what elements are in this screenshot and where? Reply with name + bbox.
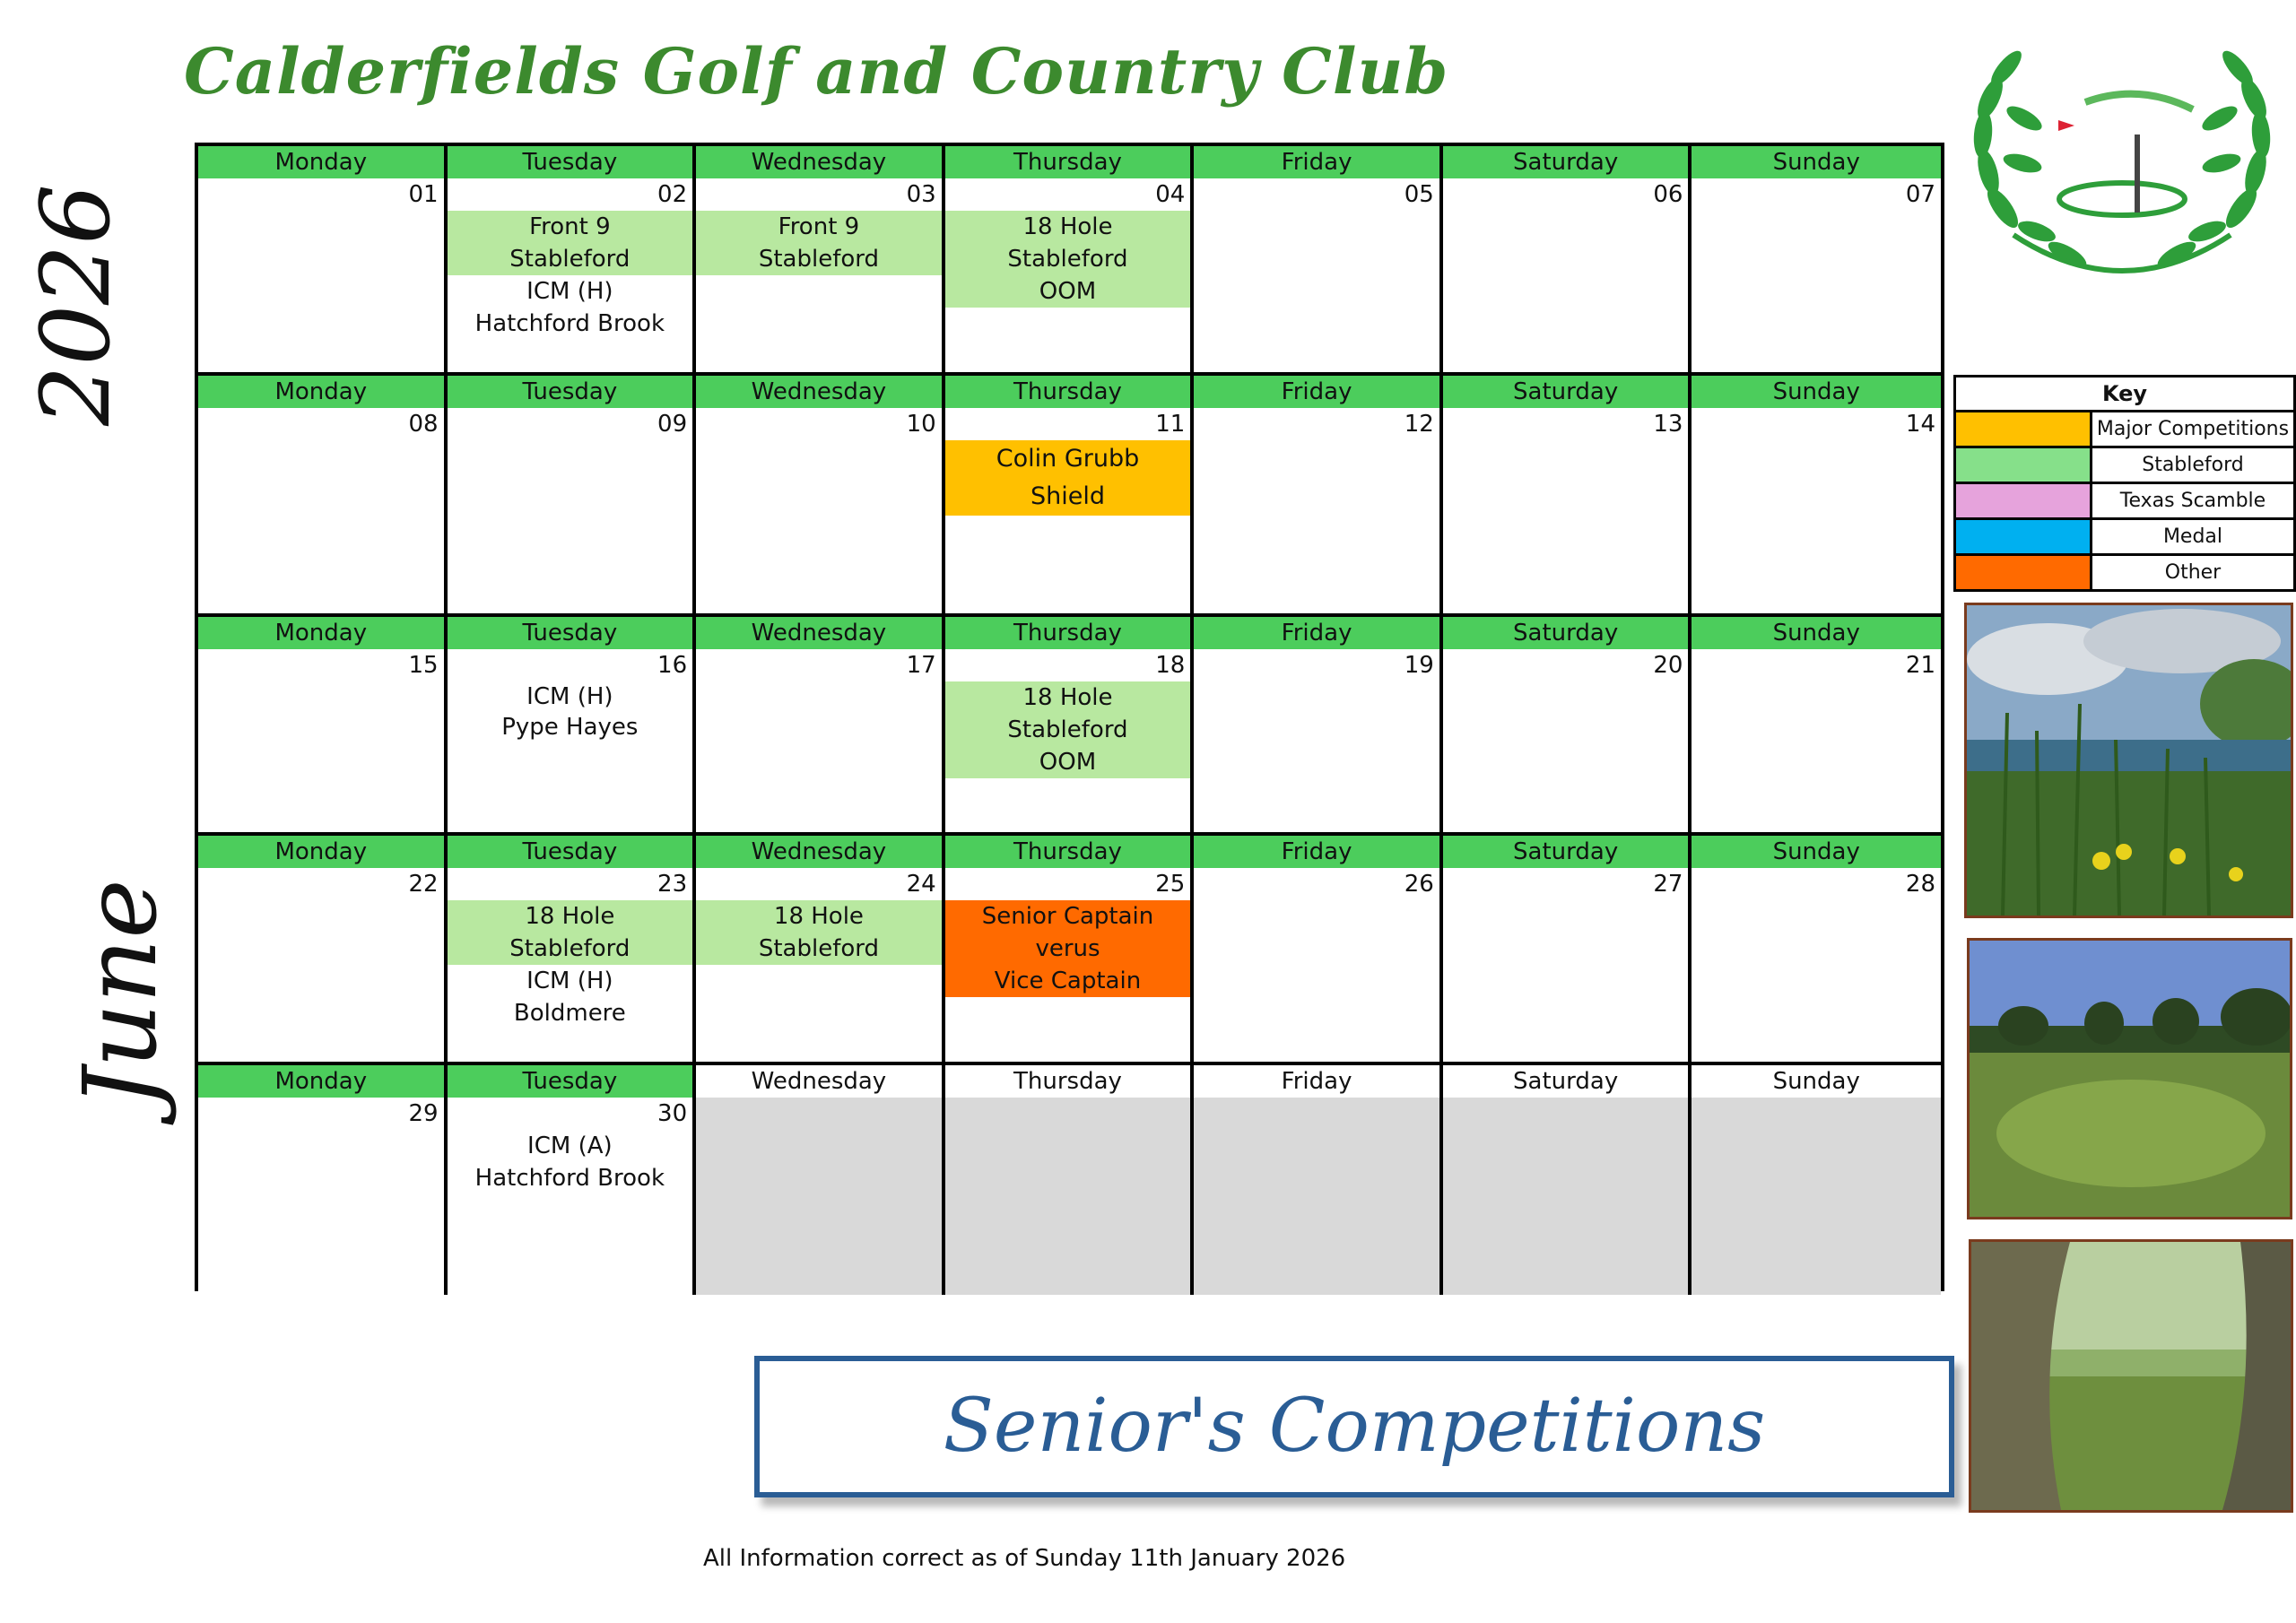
event-plain: ICM (A) Hatchford Brook bbox=[474, 1133, 665, 1192]
day-cell bbox=[1443, 617, 1692, 836]
date-number: 16 bbox=[657, 652, 688, 679]
legend-key bbox=[1953, 375, 2296, 592]
day-cell bbox=[1692, 146, 1941, 376]
day-body bbox=[198, 649, 444, 832]
event-list bbox=[945, 211, 1191, 308]
day-body bbox=[198, 1098, 444, 1295]
weekday-header: Monday bbox=[198, 1065, 444, 1098]
day-body bbox=[448, 1098, 693, 1295]
day-body bbox=[198, 178, 444, 372]
event-plain: ICM (H) Pype Hayes bbox=[501, 683, 639, 741]
event-stableford: 18 Hole Stableford OOM bbox=[945, 211, 1191, 308]
year-label: 2026 bbox=[21, 184, 131, 426]
event-list bbox=[448, 681, 693, 742]
day-cell bbox=[1443, 1065, 1692, 1295]
day-cell bbox=[696, 836, 945, 1065]
weekday-header: Sunday bbox=[1692, 376, 1941, 408]
event-list bbox=[448, 211, 693, 340]
day-body bbox=[696, 1098, 942, 1295]
day-cell bbox=[448, 146, 697, 376]
event-list bbox=[696, 211, 942, 275]
event-list bbox=[448, 900, 693, 1029]
date-number: 10 bbox=[906, 411, 936, 438]
event-list bbox=[696, 900, 942, 965]
key-label: Texas Scamble bbox=[2092, 483, 2295, 519]
date-number: 29 bbox=[408, 1100, 439, 1127]
key-swatch-major bbox=[1955, 412, 2092, 447]
photo-fairway bbox=[1967, 938, 2292, 1219]
weekday-header: Sunday bbox=[1692, 617, 1941, 649]
day-cell bbox=[1692, 836, 1941, 1065]
event-stableford: Front 9 Stableford bbox=[448, 211, 693, 275]
weekday-header: Thursday bbox=[945, 617, 1191, 649]
day-cell bbox=[448, 617, 697, 836]
day-cell bbox=[1194, 146, 1443, 376]
day-body bbox=[198, 868, 444, 1062]
day-body bbox=[1194, 408, 1439, 613]
event-other: Senior Captain verus Vice Captain bbox=[945, 900, 1191, 997]
day-body bbox=[1194, 1098, 1439, 1295]
date-number: 03 bbox=[906, 181, 936, 208]
day-cell bbox=[696, 617, 945, 836]
day-cell bbox=[1194, 376, 1443, 617]
date-number: 26 bbox=[1404, 871, 1434, 898]
day-cell bbox=[1443, 146, 1692, 376]
day-cell bbox=[1692, 1065, 1941, 1295]
day-body bbox=[1443, 408, 1689, 613]
weekday-header: Tuesday bbox=[448, 617, 693, 649]
weekday-header: Wednesday bbox=[696, 146, 942, 178]
day-cell bbox=[1692, 617, 1941, 836]
weekday-header: Monday bbox=[198, 617, 444, 649]
day-body bbox=[1443, 649, 1689, 832]
day-body bbox=[448, 408, 693, 613]
weekday-header: Tuesday bbox=[448, 146, 693, 178]
day-body bbox=[448, 178, 693, 372]
day-body bbox=[945, 1098, 1191, 1295]
day-body bbox=[1194, 868, 1439, 1062]
date-number: 05 bbox=[1404, 181, 1434, 208]
event-list bbox=[945, 440, 1191, 516]
weekday-header: Saturday bbox=[1443, 1065, 1689, 1098]
day-body bbox=[1692, 649, 1941, 832]
day-body bbox=[1692, 178, 1941, 372]
day-cell bbox=[945, 836, 1195, 1065]
day-body bbox=[696, 178, 942, 372]
weekday-header: Friday bbox=[1194, 617, 1439, 649]
day-cell bbox=[696, 376, 945, 617]
day-body bbox=[945, 178, 1191, 372]
date-number: 15 bbox=[408, 652, 439, 679]
key-swatch-other bbox=[1955, 555, 2092, 591]
date-number: 06 bbox=[1653, 181, 1683, 208]
day-body bbox=[198, 408, 444, 613]
day-body bbox=[1443, 1098, 1689, 1295]
date-number: 22 bbox=[408, 871, 439, 898]
weekday-header: Friday bbox=[1194, 836, 1439, 868]
date-number: 23 bbox=[657, 871, 688, 898]
date-number: 20 bbox=[1653, 652, 1683, 679]
weekday-header: Sunday bbox=[1692, 1065, 1941, 1098]
weekday-header: Monday bbox=[198, 836, 444, 868]
key-swatch-texas-scamble bbox=[1955, 483, 2092, 519]
date-number: 25 bbox=[1155, 871, 1186, 898]
day-body bbox=[448, 868, 693, 1062]
key-row bbox=[1955, 555, 2295, 591]
key-swatch-medal bbox=[1955, 519, 2092, 555]
event-plain: ICM (H) Hatchford Brook bbox=[474, 278, 665, 337]
month-label: June bbox=[63, 879, 179, 1108]
weekday-header: Tuesday bbox=[448, 376, 693, 408]
weekday-header: Wednesday bbox=[696, 376, 942, 408]
date-number: 07 bbox=[1905, 181, 1935, 208]
weekday-header: Friday bbox=[1194, 376, 1439, 408]
day-cell bbox=[1692, 376, 1941, 617]
weekday-header: Wednesday bbox=[696, 1065, 942, 1098]
day-cell bbox=[1194, 617, 1443, 836]
event-list bbox=[945, 681, 1191, 778]
competitions-banner: Senior's Competitions bbox=[754, 1356, 1954, 1497]
date-number: 04 bbox=[1155, 181, 1186, 208]
date-number: 12 bbox=[1404, 411, 1434, 438]
key-row bbox=[1955, 412, 2295, 447]
weekday-header: Friday bbox=[1194, 146, 1439, 178]
weekday-header: Wednesday bbox=[696, 836, 942, 868]
day-cell bbox=[448, 1065, 697, 1295]
weekday-header: Tuesday bbox=[448, 1065, 693, 1098]
date-number: 18 bbox=[1155, 652, 1186, 679]
key-label: Major Competitions bbox=[2092, 412, 2295, 447]
day-cell bbox=[1194, 1065, 1443, 1295]
day-body bbox=[1194, 178, 1439, 372]
date-number: 30 bbox=[657, 1100, 688, 1127]
weekday-header: Saturday bbox=[1443, 617, 1689, 649]
day-body bbox=[1194, 649, 1439, 832]
weekday-header: Saturday bbox=[1443, 146, 1689, 178]
weekday-header: Thursday bbox=[945, 1065, 1191, 1098]
weekday-header: Saturday bbox=[1443, 836, 1689, 868]
day-body bbox=[1692, 868, 1941, 1062]
date-number: 09 bbox=[657, 411, 688, 438]
weekday-header: Saturday bbox=[1443, 376, 1689, 408]
day-cell bbox=[1443, 836, 1692, 1065]
day-cell bbox=[448, 376, 697, 617]
key-label: Other bbox=[2092, 555, 2295, 591]
weekday-header: Tuesday bbox=[448, 836, 693, 868]
weekday-header: Friday bbox=[1194, 1065, 1439, 1098]
date-number: 27 bbox=[1653, 871, 1683, 898]
day-cell bbox=[696, 1065, 945, 1295]
day-cell bbox=[945, 617, 1195, 836]
weekday-header: Thursday bbox=[945, 146, 1191, 178]
key-row bbox=[1955, 483, 2295, 519]
date-number: 01 bbox=[408, 181, 439, 208]
footer-note: All Information correct as of Sunday 11th January 2026 bbox=[703, 1545, 1346, 1572]
day-body bbox=[1443, 178, 1689, 372]
day-cell bbox=[198, 617, 448, 836]
club-title: Calderfields Golf and Country Club bbox=[184, 34, 1449, 108]
day-cell bbox=[696, 146, 945, 376]
key-label: Stableford bbox=[2092, 447, 2295, 483]
key-row bbox=[1955, 447, 2295, 483]
day-body bbox=[1692, 408, 1941, 613]
day-cell bbox=[1194, 836, 1443, 1065]
key-title: Key bbox=[1955, 377, 2295, 412]
photo-tree-view bbox=[1969, 1239, 2293, 1513]
weekday-header: Monday bbox=[198, 146, 444, 178]
event-major: Colin Grubb Shield bbox=[945, 440, 1191, 516]
key-row bbox=[1955, 519, 2295, 555]
day-body bbox=[696, 408, 942, 613]
day-cell bbox=[945, 376, 1195, 617]
day-cell bbox=[945, 1065, 1195, 1295]
day-body bbox=[1443, 868, 1689, 1062]
day-cell bbox=[198, 1065, 448, 1295]
key-label: Medal bbox=[2092, 519, 2295, 555]
key-swatch-stableford bbox=[1955, 447, 2092, 483]
day-body bbox=[696, 868, 942, 1062]
event-stableford: 18 Hole Stableford OOM bbox=[945, 681, 1191, 778]
date-number: 17 bbox=[906, 652, 936, 679]
day-body bbox=[696, 649, 942, 832]
day-cell bbox=[198, 376, 448, 617]
event-stableford: Front 9 Stableford bbox=[696, 211, 942, 275]
calendar-grid bbox=[195, 143, 1944, 1291]
event-list bbox=[945, 900, 1191, 997]
weekday-header: Sunday bbox=[1692, 146, 1941, 178]
date-number: 19 bbox=[1404, 652, 1434, 679]
day-cell bbox=[1443, 376, 1692, 617]
day-cell bbox=[198, 146, 448, 376]
event-list bbox=[448, 1130, 693, 1194]
day-body bbox=[945, 649, 1191, 832]
day-cell bbox=[945, 146, 1195, 376]
date-number: 11 bbox=[1155, 411, 1186, 438]
weekday-header: Monday bbox=[198, 376, 444, 408]
day-cell bbox=[198, 836, 448, 1065]
photo-pond bbox=[1964, 603, 2293, 918]
weekday-header: Wednesday bbox=[696, 617, 942, 649]
date-number: 28 bbox=[1905, 871, 1935, 898]
date-number: 08 bbox=[408, 411, 439, 438]
weekday-header: Sunday bbox=[1692, 836, 1941, 868]
date-number: 24 bbox=[906, 871, 936, 898]
day-body bbox=[448, 649, 693, 832]
day-cell bbox=[448, 836, 697, 1065]
club-logo bbox=[1960, 20, 2284, 316]
day-body bbox=[1692, 1098, 1941, 1295]
date-number: 14 bbox=[1905, 411, 1935, 438]
day-body bbox=[945, 868, 1191, 1062]
date-number: 13 bbox=[1653, 411, 1683, 438]
day-body bbox=[945, 408, 1191, 613]
weekday-header: Thursday bbox=[945, 376, 1191, 408]
event-plain: ICM (H) Boldmere bbox=[513, 968, 626, 1027]
date-number: 02 bbox=[657, 181, 688, 208]
event-stableford: 18 Hole Stableford bbox=[696, 900, 942, 965]
date-number: 21 bbox=[1905, 652, 1935, 679]
event-stableford: 18 Hole Stableford bbox=[448, 900, 693, 965]
weekday-header: Thursday bbox=[945, 836, 1191, 868]
